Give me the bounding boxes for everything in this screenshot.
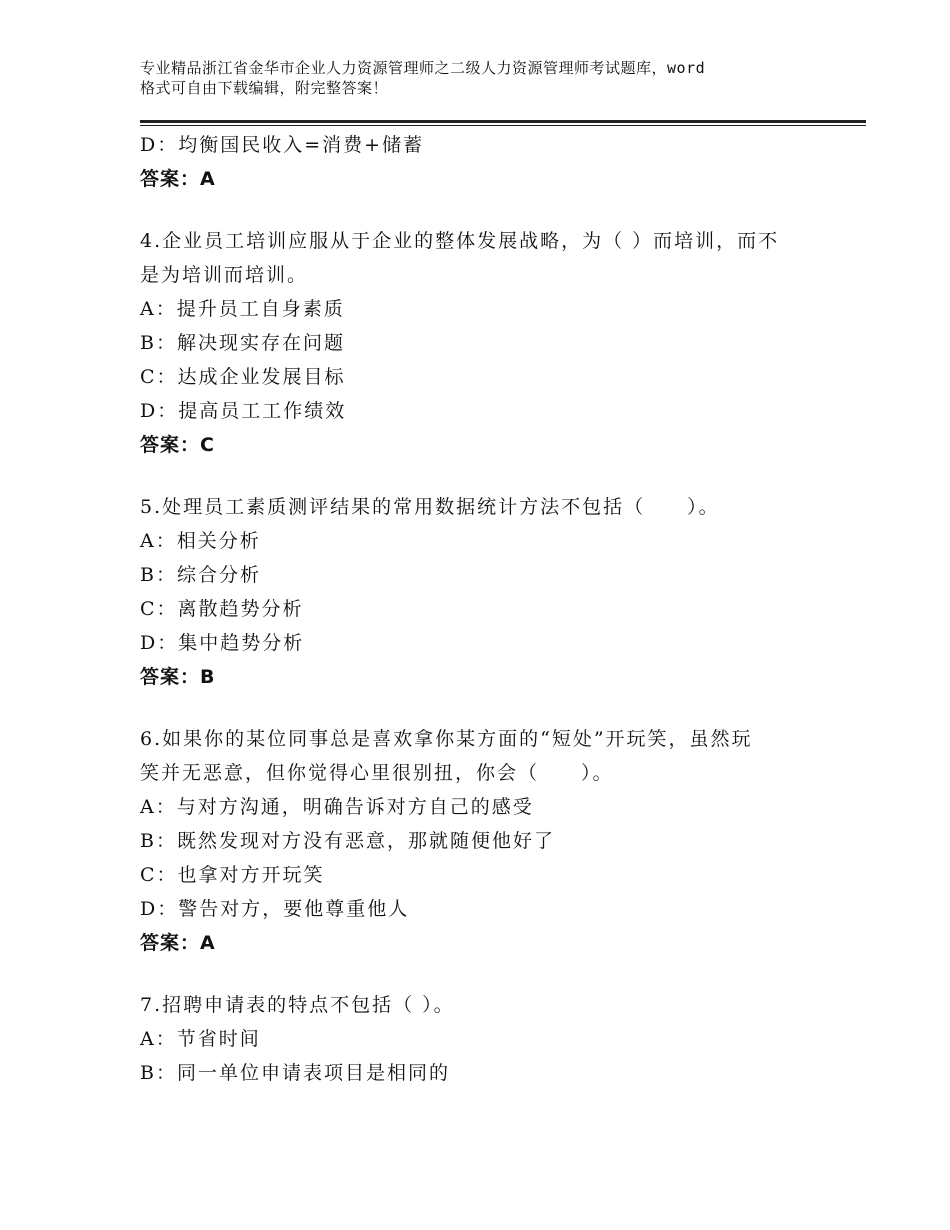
q7-option-b: B：同一单位申请表项目是相同的 [140,1062,450,1084]
q5-stem-line-1: 5.处理员工素质测评结果的常用数据统计方法不包括（ ）。 [140,496,720,518]
q6-option-c: C：也拿对方开玩笑 [140,864,325,886]
q5-option-a: A：相关分析 [140,530,261,552]
header-title-line-2: 格式可自由下载编辑，附完整答案！ [140,79,389,97]
q5-option-d: D：集中趋势分析 [140,632,305,654]
question-4 [140,224,840,462]
q4-option-c: C：达成企业发展目标 [140,366,346,388]
q3-option-d: D：均衡国民收入=消费+储蓄 [140,134,425,156]
q5-option-b: B：综合分析 [140,564,261,586]
document-body [140,128,840,1090]
q6-option-b: B：既然发现对方没有恶意，那就随便他好了 [140,830,555,852]
question-5 [140,490,840,694]
q5-answer: 答案：B [140,666,216,688]
q7-stem-line-1: 7.招聘申请表的特点不包括（ ）。 [140,994,455,1016]
q4-answer: 答案：C [140,434,215,456]
header-rule-thin [140,125,866,126]
q4-option-a: A：提升员工自身素质 [140,298,345,320]
q4-option-b: B：解决现实存在问题 [140,332,345,354]
q6-answer: 答案：A [140,932,216,954]
question-6 [140,722,840,960]
q4-stem-line-1: 4.企业员工培训应服从于企业的整体发展战略，为（ ）而培训，而不 [140,230,780,252]
q4-stem-line-2: 是为培训而培训。 [140,264,309,286]
q3-answer: 答案：A [140,168,216,190]
question-7 [140,988,840,1090]
q6-stem-line-1: 6.如果你的某位同事总是喜欢拿你某方面的“短处”开玩笑，虽然玩 [140,728,753,750]
document-header [140,58,840,98]
q6-option-a: A：与对方沟通，明确告诉对方自己的感受 [140,796,534,818]
header-rule-thick [140,120,866,123]
q7-option-a: A：节省时间 [140,1028,261,1050]
q6-option-d: D：警告对方，要他尊重他人 [140,898,410,920]
q4-option-d: D：提高员工工作绩效 [140,400,347,422]
q5-option-c: C：离散趋势分析 [140,598,304,620]
q6-stem-line-2: 笑并无恶意，但你觉得心里很别扭，你会（ ）。 [140,762,614,784]
header-title-line-1: 专业精品浙江省金华市企业人力资源管理师之二级人力资源管理师考试题库，word [140,59,706,77]
